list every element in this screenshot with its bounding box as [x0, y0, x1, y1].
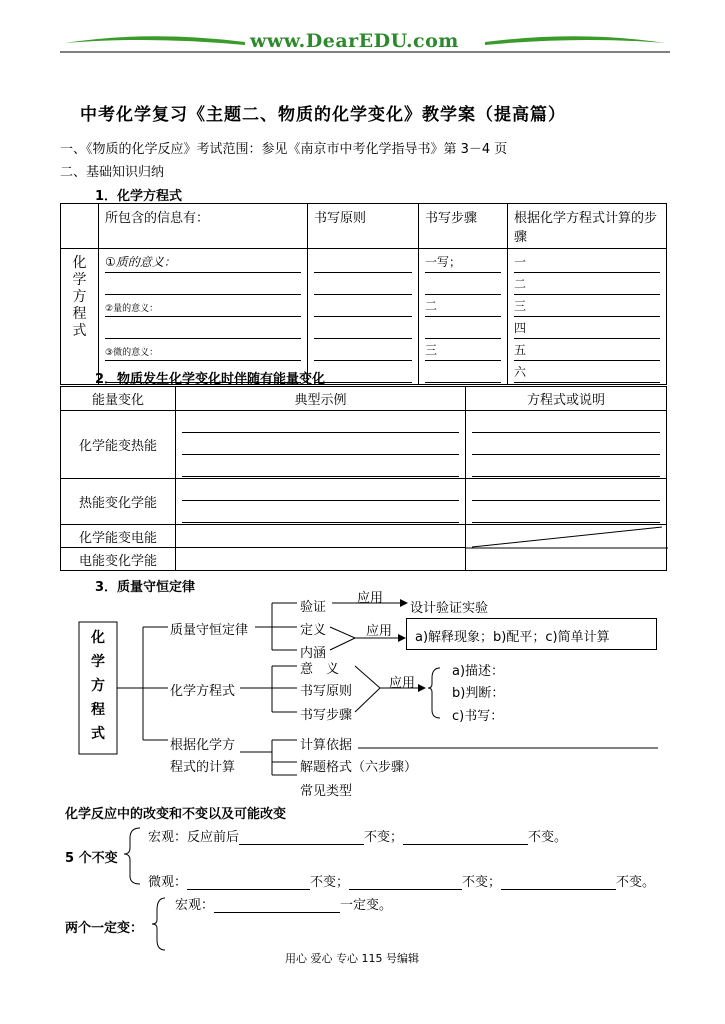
calc-step-2: 二: [514, 277, 527, 291]
section2-heading: 2．物质发生化学变化时伴随有能量变化: [95, 372, 326, 387]
calc-step-1: 一: [514, 255, 527, 269]
b2-meaning: 意 义: [300, 662, 340, 677]
b2-describe: a)描述：: [452, 664, 505, 679]
section3-heading: 3．质量守恒定律: [95, 580, 196, 595]
row-label: 化学方程式: [72, 255, 87, 339]
application-box: a)解释现象；b)配平；c)简单计算: [406, 618, 657, 650]
info-micro: ③微的意义：: [105, 348, 159, 358]
b1-verify: 验证: [300, 600, 327, 615]
b1-meaning: 内涵: [300, 646, 327, 661]
energy-col-equation: 方程式或说明: [466, 387, 667, 411]
site-logo: www.DearEDU.com: [250, 30, 459, 52]
calc-step-5: 五: [514, 343, 527, 357]
section4-heading: 化学反应中的改变和不变以及可能改变: [65, 807, 287, 822]
two-change-label: 两个一定变：: [65, 921, 144, 936]
branch-conservation: 质量守恒定律: [170, 623, 249, 638]
b3-basis: 计算依据: [300, 738, 353, 753]
step-2: 二: [425, 299, 438, 313]
b1-define: 定义: [300, 623, 327, 638]
design-experiment: 设计验证实验: [410, 601, 489, 616]
step-3: 三: [425, 343, 438, 357]
info-quantity: ②量的意义：: [105, 304, 159, 314]
b2-judge: b)判断：: [452, 686, 505, 701]
info-quality: ①质的意义：: [105, 255, 176, 269]
section1-heading: 1．化学方程式: [95, 189, 183, 204]
energy-col-example: 典型示例: [176, 387, 466, 411]
calc-step-4: 四: [514, 321, 527, 335]
col-calc: 根据化学方程式计算的步骤: [508, 204, 667, 249]
branch-calc-l2: 程式的计算: [170, 760, 236, 775]
apply-label-3: 应用: [389, 676, 416, 691]
scope-line: 一、《物质的化学反应》考试范围：参见《南京市中考化学指导书》第 3－4 页: [60, 142, 508, 157]
apply-label-2: 应用: [366, 624, 393, 639]
b3-format: 解题格式（六步骤）: [300, 760, 418, 775]
col-steps: 书写步骤: [419, 204, 508, 249]
energy-col-change: 能量变化: [61, 387, 176, 411]
energy-row-elec-chem: 电能变化学能: [61, 548, 176, 571]
energy-row-heat-chem: 热能变化学能: [61, 479, 176, 525]
calc-step-3: 三: [514, 299, 527, 313]
branch-equation: 化学方程式: [170, 684, 236, 699]
calc-step-6: 六: [514, 365, 527, 379]
apply-label-1: 应用: [357, 591, 384, 606]
energy-row-chem-elec: 化学能变电能: [61, 525, 176, 548]
energy-row-chem-heat: 化学能变热能: [61, 411, 176, 479]
b2-principle: 书写原则: [300, 684, 353, 699]
section-two-line: 二、基础知识归纳: [60, 165, 165, 180]
b2-steps: 书写步骤: [300, 708, 353, 723]
col-info: 所包含的信息有：: [99, 204, 308, 249]
macro2-line: 宏观： 一定变。: [175, 898, 393, 913]
b3-types: 常见类型: [300, 784, 353, 799]
page-footer: 用心 爱心 专心 115 号编辑: [285, 952, 419, 965]
mindmap-root: 化 学 方 程 式: [91, 630, 105, 742]
col-principle: 书写原则: [308, 204, 419, 249]
b2-write: c)书写：: [452, 709, 504, 724]
branch-calc-l1: 根据化学方: [170, 738, 236, 753]
five-unchanged-label: 5 个不变: [65, 851, 118, 866]
step-1: 一写；: [425, 255, 462, 269]
page-title: 中考化学复习《主题二、物质的化学变化》教学案（提高篇）: [80, 105, 566, 125]
macro-line: 宏观：反应前后 不变； 不变。: [148, 830, 568, 845]
micro-line: 微观： 不变； 不变； 不变。: [148, 875, 656, 890]
